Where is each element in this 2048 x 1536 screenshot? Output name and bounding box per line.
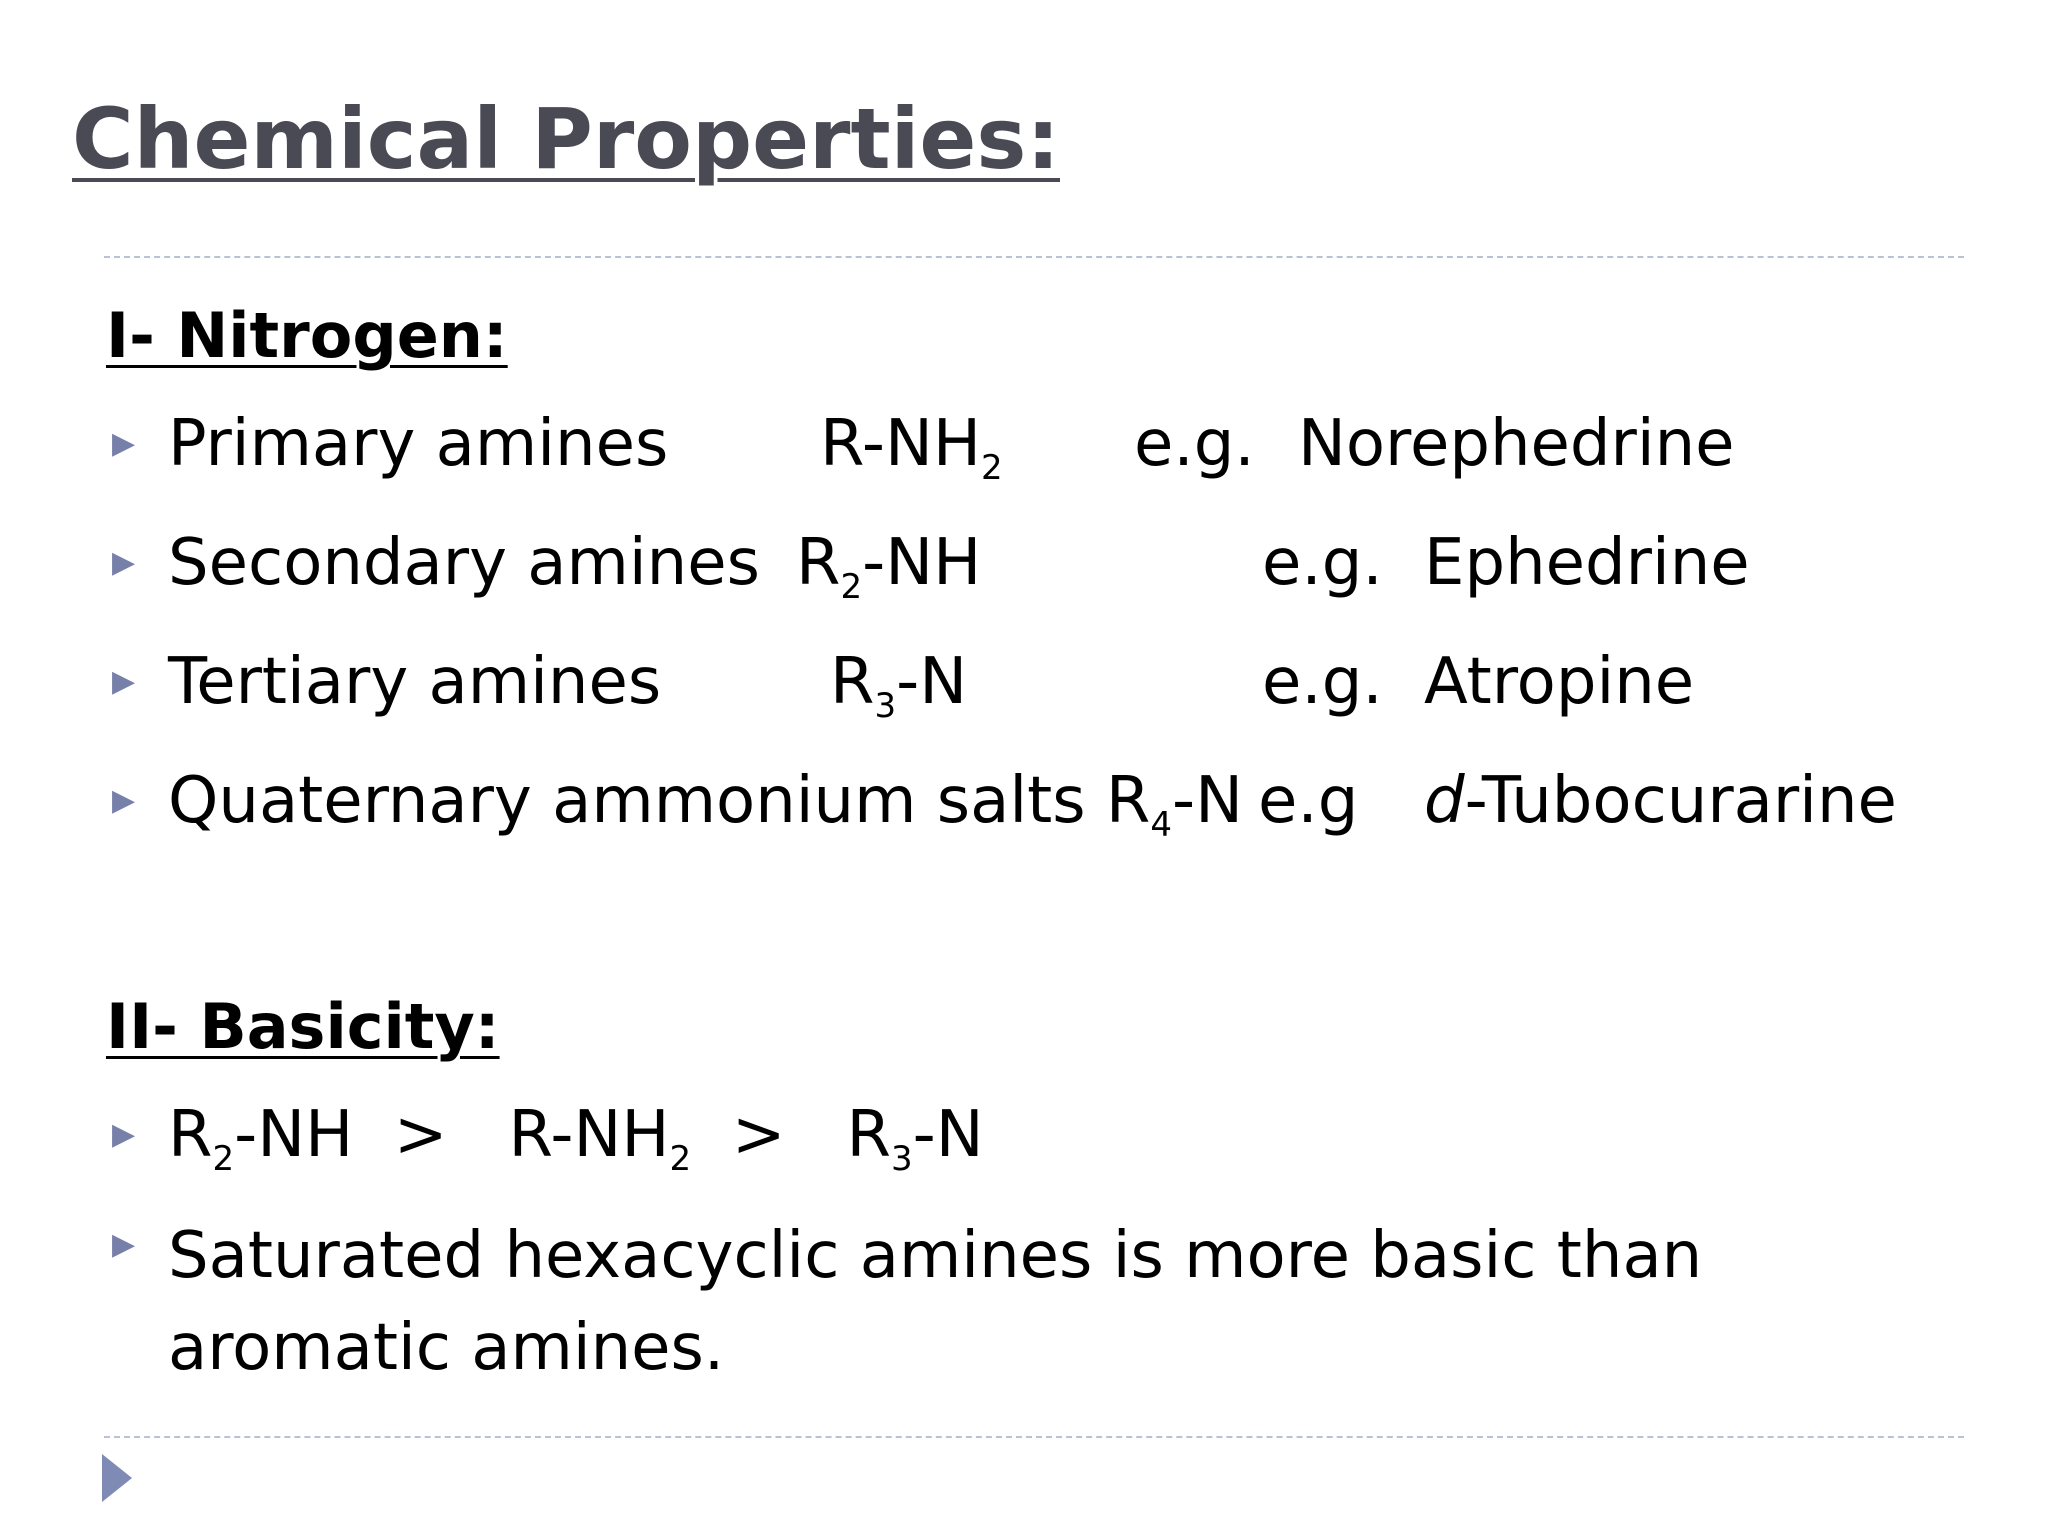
greater-than-sign: >: [731, 1098, 786, 1172]
formula-subscript: 2: [212, 1139, 235, 1179]
basicity-heading: II- Basicity:: [106, 990, 500, 1063]
formula-text: R: [168, 1098, 213, 1172]
triangle-bullet-icon: ▶: [112, 545, 136, 580]
triangle-bullet-icon: ▶: [112, 426, 136, 461]
formula-text: R-NH: [820, 407, 981, 481]
triangle-bullet-icon: ▶: [112, 783, 136, 818]
triangle-bullet-icon: ▶: [112, 664, 136, 699]
amine-formula: [796, 513, 981, 613]
formula-subscript: 2: [980, 448, 1003, 488]
list-item-quaternary-ammonium: [0, 751, 2048, 851]
eg-label: e.g.: [1262, 526, 1383, 600]
formula-text: -N: [912, 1098, 984, 1172]
formula-text: R: [846, 1098, 891, 1172]
amine-type: Quaternary ammonium salts R: [168, 764, 1151, 838]
nitrogen-heading: I- Nitrogen:: [106, 299, 508, 372]
amine-type: Tertiary amines: [168, 645, 662, 719]
formula-text: -N: [896, 645, 968, 719]
amine-formula: [820, 394, 1003, 494]
basicity-order: [168, 1085, 984, 1185]
formula-text: R: [830, 645, 875, 719]
formula-subscript: 3: [874, 686, 897, 726]
formula-text: -N: [1172, 764, 1243, 838]
amine-type: Secondary amines: [168, 526, 760, 600]
slide-title: Chemical Properties:: [72, 90, 1060, 188]
basicity-statement: Saturated hexacyclic amines is more basic than aromatic amines.: [168, 1219, 1703, 1385]
formula-text: R: [796, 526, 841, 600]
triangle-bullet-icon: ▶: [112, 1117, 136, 1152]
example-compound: Atropine: [1424, 645, 1695, 719]
example-compound: [1424, 751, 1897, 851]
amine-type: Primary amines: [168, 407, 669, 481]
example-compound: Norephedrine: [1298, 407, 1735, 481]
list-item-secondary-amines: [0, 513, 2048, 613]
formula-text: -NH: [234, 1098, 354, 1172]
top-divider: [104, 256, 1964, 258]
example-name: -Tubocurarine: [1464, 764, 1897, 838]
eg-label: e.g: [1258, 764, 1359, 838]
triangle-bullet-icon: ▶: [112, 1227, 136, 1262]
list-item-primary-amines: [0, 394, 2048, 494]
formula-text: -NH: [862, 526, 982, 600]
list-item-tertiary-amines: [0, 632, 2048, 732]
eg-label: e.g.: [1134, 407, 1255, 481]
formula-subscript: 2: [840, 567, 863, 607]
bottom-divider: [104, 1436, 1964, 1438]
formula-subscript: 4: [1150, 805, 1173, 845]
formula-subscript: 2: [669, 1139, 692, 1179]
eg-label: e.g.: [1262, 645, 1383, 719]
example-prefix: d: [1424, 764, 1465, 838]
formula-text: R-NH: [508, 1098, 670, 1172]
triangle-corner-icon: [102, 1454, 132, 1502]
formula-subscript: 3: [890, 1139, 913, 1179]
example-compound: Ephedrine: [1424, 526, 1750, 600]
greater-than-sign: >: [393, 1098, 448, 1172]
list-item-basicity-order: [0, 1085, 2048, 1185]
amine-type-with-formula: [168, 751, 1243, 851]
amine-formula: [830, 632, 967, 732]
